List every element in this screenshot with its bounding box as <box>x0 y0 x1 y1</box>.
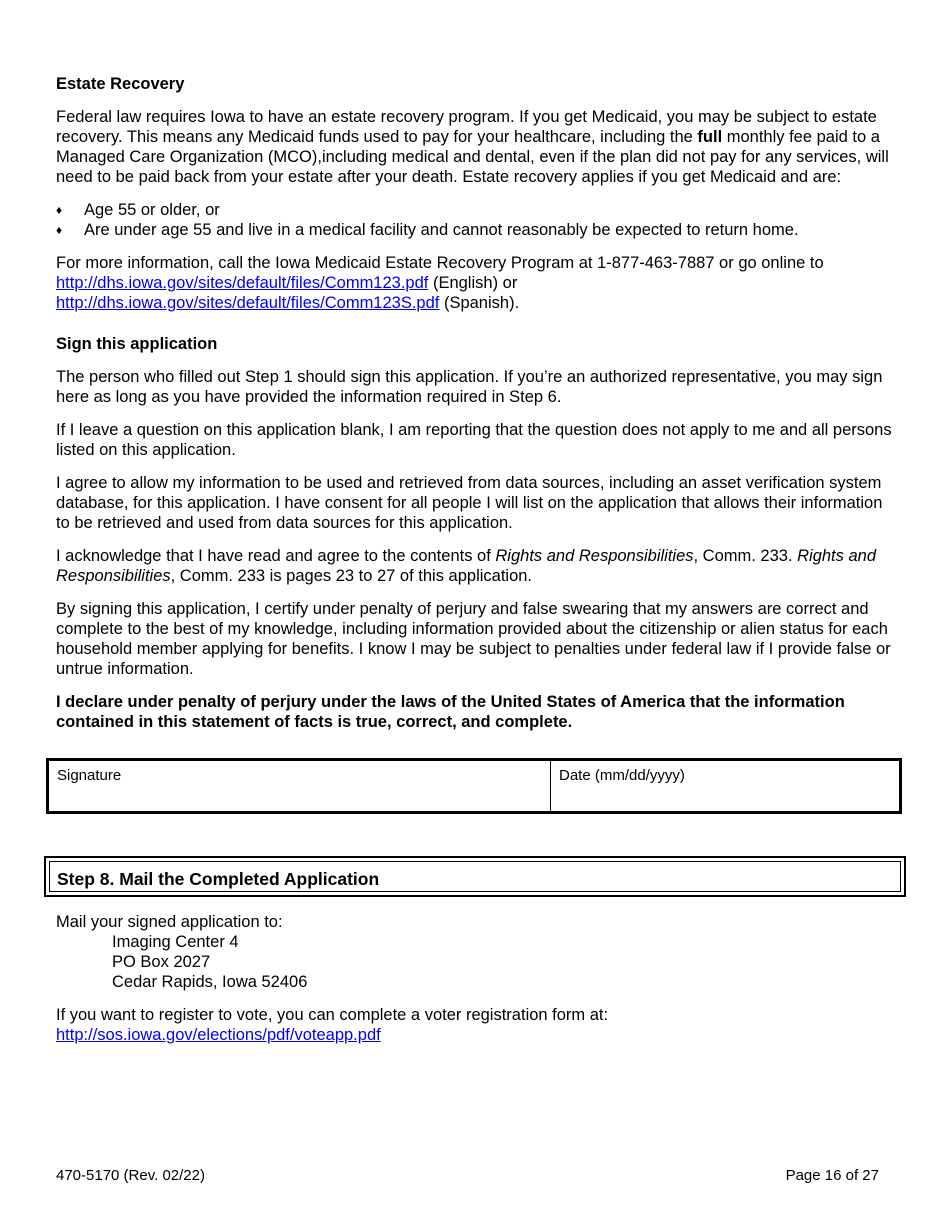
date-label: Date (mm/dd/yyyy) <box>559 767 685 784</box>
sign-paragraph: I agree to allow my information to be used and retrieved from data sources, including an asset verification system database, for this application. I have consent for all people I will list on the application that allows their information to be retrieved and used from data sources for this application. <box>56 474 883 532</box>
page-content <box>56 74 896 745</box>
address-line: Cedar Rapids, Iowa 52406 <box>112 973 308 991</box>
list-item: ♦ Are under age 55 and live in a medical facility and cannot reasonably be expected to return home. <box>56 221 799 239</box>
address-line: PO Box 2027 <box>112 953 211 971</box>
sign-paragraph: By signing this application, I certify under penalty of perjury and false swearing that my answers are correct and complete to the best of my knowledge, including information provided about the citizenship or alien status for each household member applying for benefits. I know I may be subject to penalties under federal law if I provide false or untrue information. <box>56 600 891 678</box>
sign-paragraph: The person who filled out Step 1 should sign this application. If you’re an authorized representative, you may sign here as long as you have provided the information required in Step 6. <box>56 368 883 406</box>
voter-registration-link[interactable]: http://sos.iowa.gov/elections/pdf/voteapp.pdf <box>56 1026 381 1044</box>
form-number: 470-5170 (Rev. 02/22) <box>56 1167 205 1184</box>
step8-header-box <box>44 856 906 897</box>
address-line: Imaging Center 4 <box>112 933 239 951</box>
sign-paragraph: I acknowledge that I have read and agree to the contents of Rights and Responsibilities, Comm. 233. Rights and Responsibilities, Comm. 233 is pages 23 to 27 of this application. <box>56 547 877 585</box>
mail-intro: Mail your signed application to: <box>56 913 283 931</box>
date-field[interactable] <box>551 761 899 811</box>
mail-section <box>56 912 896 1045</box>
voter-text: If you want to register to vote, you can complete a voter registration form at: <box>56 1006 609 1024</box>
sign-section <box>56 334 896 732</box>
spanish-pdf-link[interactable]: http://dhs.iowa.gov/sites/default/files/Comm123S.pdf <box>56 294 440 312</box>
eligibility-list <box>56 200 896 240</box>
estate-recovery-heading: Estate Recovery <box>56 75 185 93</box>
step8-heading: Step 8. Mail the Completed Application <box>49 861 901 892</box>
more-info-paragraph: For more information, call the Iowa Medicaid Estate Recovery Program at 1-877-463-7887 or go online to http://dhs.iowa.gov/sites/default/files/Comm123.pdf (English) or http://dhs.iowa.gov/sites/default/files/Comm123S.pdf (Spanish). <box>56 254 824 312</box>
signature-box <box>46 758 902 814</box>
estate-recovery-paragraph: Federal law requires Iowa to have an estate recovery program. If you get Medicaid, you may be subject to estate recovery. This means any Medicaid funds used to pay for your healthcare, including the full monthly fee paid to a Managed Care Organization (MCO),including medical and dental, even if the plan did not pay for any services, will need to be paid back from your estate after your death. Estate recovery applies if you get Medicaid and are: <box>56 108 889 186</box>
page-footer <box>56 1166 879 1186</box>
perjury-declaration: I declare under penalty of perjury under the laws of the United States of America that the information contained in this statement of facts is true, correct, and complete. <box>56 693 845 731</box>
page-number: Page 16 of 27 <box>785 1167 879 1184</box>
sign-paragraph: If I leave a question on this application blank, I am reporting that the question does not apply to me and all persons listed on this application. <box>56 421 892 459</box>
english-pdf-link[interactable]: http://dhs.iowa.gov/sites/default/files/Comm123.pdf <box>56 274 429 292</box>
sign-heading: Sign this application <box>56 335 218 353</box>
diamond-bullet-icon: ♦ <box>56 203 63 217</box>
mailing-address <box>56 932 896 992</box>
signature-label: Signature <box>57 767 122 784</box>
diamond-bullet-icon: ♦ <box>56 223 63 237</box>
estate-recovery-section <box>56 74 896 313</box>
signature-field[interactable] <box>49 761 551 811</box>
list-item: ♦ Age 55 or older, or <box>56 201 220 219</box>
